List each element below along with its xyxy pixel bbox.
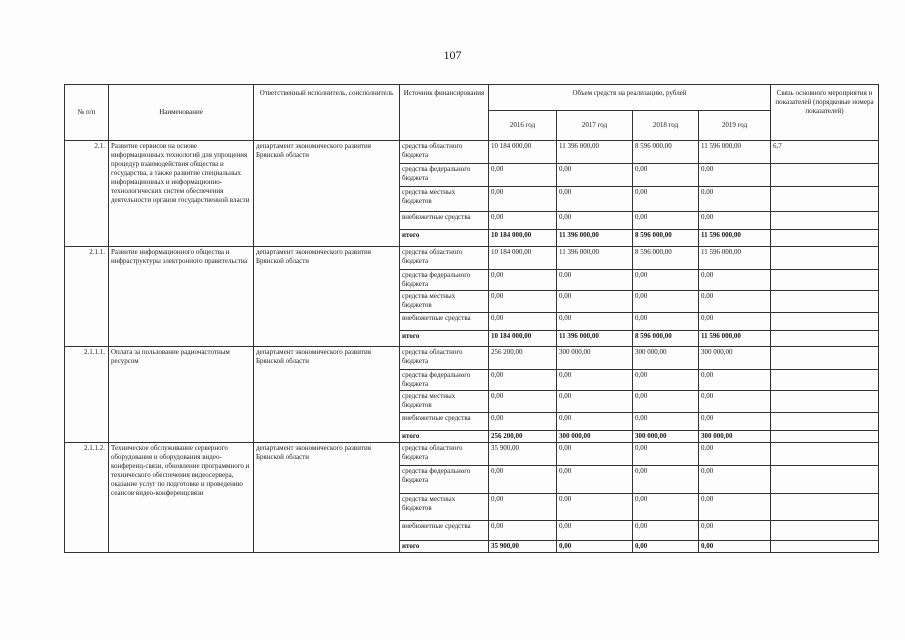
funding-value: 0,00 xyxy=(699,521,771,541)
funding-value: 0,00 xyxy=(633,521,699,541)
source-label: внебюжетные средства xyxy=(400,212,489,230)
header-year: 2019 год xyxy=(699,111,771,141)
funding-value: 0,00 xyxy=(633,370,699,391)
funding-value: 11 596 000,00 xyxy=(699,141,771,164)
funding-value: 0,00 xyxy=(699,164,771,187)
row-responsible: департамент экономического развития Брянской области xyxy=(254,247,400,347)
funding-value: 0,00 xyxy=(557,164,633,187)
funding-value: 0,00 xyxy=(489,391,557,413)
funding-value: 0,00 xyxy=(633,291,699,313)
indicator-link xyxy=(771,212,879,230)
funding-value: 10 184 000,00 xyxy=(489,247,557,270)
funding-value: 0,00 xyxy=(633,413,699,431)
indicator-link xyxy=(771,391,879,413)
source-label: средства местных бюджетов xyxy=(400,187,489,212)
row-responsible: департамент экономического развития Брянской области xyxy=(254,347,400,443)
funding-value: 0,00 xyxy=(699,270,771,291)
source-label: средства федерального бюджета xyxy=(400,466,489,494)
funding-value: 0,00 xyxy=(557,391,633,413)
funding-value: 0,00 xyxy=(489,270,557,291)
indicator-link xyxy=(771,331,879,347)
funding-value: 0,00 xyxy=(489,212,557,230)
funding-value: 0,00 xyxy=(557,370,633,391)
source-total-label: итого xyxy=(400,331,489,347)
total-value: 300 000,00 xyxy=(557,431,633,443)
indicator-link xyxy=(771,494,879,521)
funding-value: 0,00 xyxy=(557,443,633,466)
funding-value: 0,00 xyxy=(699,466,771,494)
indicator-link xyxy=(771,187,879,212)
funding-value: 0,00 xyxy=(699,391,771,413)
total-value: 11 396 000,00 xyxy=(557,230,633,247)
total-value: 35 900,00 xyxy=(489,541,557,553)
row-name: Оплата за пользование радиочастотным ресурсом xyxy=(109,347,254,443)
total-value: 11 596 000,00 xyxy=(699,230,771,247)
funding-value: 0,00 xyxy=(699,370,771,391)
total-value: 8 596 000,00 xyxy=(633,230,699,247)
total-value: 300 000,00 xyxy=(633,431,699,443)
funding-value: 300 000,00 xyxy=(699,347,771,370)
funding-value: 300 000,00 xyxy=(557,347,633,370)
source-label: средства областного бюджета xyxy=(400,247,489,270)
total-value: 0,00 xyxy=(557,541,633,553)
funding-value: 0,00 xyxy=(557,212,633,230)
total-value: 8 596 000,00 xyxy=(633,331,699,347)
funding-value: 0,00 xyxy=(557,494,633,521)
funding-value: 0,00 xyxy=(699,313,771,331)
funding-value: 0,00 xyxy=(699,443,771,466)
total-value: 0,00 xyxy=(633,541,699,553)
row-number: 2.1. xyxy=(65,141,109,247)
funding-value: 0,00 xyxy=(489,291,557,313)
funding-value: 0,00 xyxy=(633,212,699,230)
funding-value: 0,00 xyxy=(557,466,633,494)
indicator-link: 6,7 xyxy=(771,141,879,164)
funding-value: 0,00 xyxy=(557,291,633,313)
funding-value: 256 200,00 xyxy=(489,347,557,370)
source-label: средства местных бюджетов xyxy=(400,291,489,313)
indicator-link xyxy=(771,541,879,553)
row-name: Развитие информационного общества и инфраструктуры электронного правительства xyxy=(109,247,254,347)
funding-value: 0,00 xyxy=(489,187,557,212)
indicator-link xyxy=(771,291,879,313)
table-row xyxy=(65,141,879,164)
source-label: внебюжетные средства xyxy=(400,413,489,431)
header-year: 2017 год xyxy=(557,111,633,141)
table-body xyxy=(65,141,879,553)
funding-value: 300 000,00 xyxy=(633,347,699,370)
funding-value: 0,00 xyxy=(489,494,557,521)
funding-value: 0,00 xyxy=(699,187,771,212)
header-funds: Объем средств на реализацию, рублей xyxy=(489,85,771,111)
source-label: средства областного бюджета xyxy=(400,347,489,370)
source-label: средства областного бюджета xyxy=(400,443,489,466)
row-number: 2.1.1.2. xyxy=(65,443,109,553)
funding-value: 0,00 xyxy=(633,270,699,291)
table-row xyxy=(65,443,879,466)
source-total-label: итого xyxy=(400,431,489,443)
funding-value: 0,00 xyxy=(699,413,771,431)
funding-value: 0,00 xyxy=(489,313,557,331)
funding-value: 0,00 xyxy=(633,494,699,521)
row-number: 2.1.1. xyxy=(65,247,109,347)
total-value: 256 200,00 xyxy=(489,431,557,443)
funding-value: 11 396 000,00 xyxy=(557,141,633,164)
indicator-link xyxy=(771,413,879,431)
page-number: 107 xyxy=(443,48,462,62)
funding-value: 0,00 xyxy=(633,443,699,466)
total-value: 11 396 000,00 xyxy=(557,331,633,347)
funding-value: 0,00 xyxy=(489,521,557,541)
source-total-label: итого xyxy=(400,230,489,247)
total-value: 0,00 xyxy=(699,541,771,553)
source-label: средства федерального бюджета xyxy=(400,270,489,291)
funding-value: 0,00 xyxy=(489,164,557,187)
indicator-link xyxy=(771,370,879,391)
total-value: 11 596 000,00 xyxy=(699,331,771,347)
source-label: средства местных бюджетов xyxy=(400,391,489,413)
funding-value: 0,00 xyxy=(699,291,771,313)
total-value: 10 184 000,00 xyxy=(489,230,557,247)
funding-value: 8 596 000,00 xyxy=(633,247,699,270)
total-value: 300 000,00 xyxy=(699,431,771,443)
header-num: № п/п xyxy=(65,85,109,141)
indicator-link xyxy=(771,431,879,443)
header-link: Связь основного мероприятия и показателей (порядковые номера показателей) xyxy=(771,85,879,141)
indicator-link xyxy=(771,443,879,466)
total-value: 10 184 000,00 xyxy=(489,331,557,347)
indicator-link xyxy=(771,466,879,494)
source-label: средства федерального бюджета xyxy=(400,370,489,391)
source-label: средства местных бюджетов xyxy=(400,494,489,521)
header-year: 2018 год xyxy=(633,111,699,141)
funding-value: 35 900,00 xyxy=(489,443,557,466)
funding-value: 0,00 xyxy=(699,212,771,230)
funding-value: 0,00 xyxy=(633,313,699,331)
funding-value: 0,00 xyxy=(557,413,633,431)
funding-value: 0,00 xyxy=(489,413,557,431)
row-name: Техническое обслуживание серверного оборудования и оборудования видео-конференц-связи, обновление программного и технического обеспечения видеосервера, оказание услуг по подготовке и проведению сеансов видео-конференцсвязи xyxy=(109,443,254,553)
header-year: 2016 год xyxy=(489,111,557,141)
row-number: 2.1.1.1. xyxy=(65,347,109,443)
funding-value: 8 596 000,00 xyxy=(633,141,699,164)
funding-value: 0,00 xyxy=(557,313,633,331)
funding-value: 11 596 000,00 xyxy=(699,247,771,270)
funding-value: 0,00 xyxy=(557,521,633,541)
source-label: средства областного бюджета xyxy=(400,141,489,164)
row-responsible: департамент экономического развития Брянской области xyxy=(254,141,400,247)
funding-value: 10 184 000,00 xyxy=(489,141,557,164)
indicator-link xyxy=(771,347,879,370)
funding-value: 0,00 xyxy=(633,391,699,413)
funding-value: 0,00 xyxy=(699,494,771,521)
indicator-link xyxy=(771,230,879,247)
funding-value: 0,00 xyxy=(489,466,557,494)
indicator-link xyxy=(771,164,879,187)
header-responsible: Ответственный исполнитель, соисполнитель xyxy=(254,85,400,141)
source-label: средства федерального бюджета xyxy=(400,164,489,187)
funding-value: 0,00 xyxy=(557,187,633,212)
funding-value: 0,00 xyxy=(489,370,557,391)
table-row xyxy=(65,247,879,270)
indicator-link xyxy=(771,270,879,291)
funding-value: 0,00 xyxy=(557,270,633,291)
funding-value: 0,00 xyxy=(633,466,699,494)
row-name: Развитие сервисов на основе информационных технологий для упрощения процедур взаимодействия общества и государства, а также развитие специальных информационных и информационно-технологических систем обеспечения деятельности органов государственной власти xyxy=(109,141,254,247)
source-label: внебюжетные средства xyxy=(400,313,489,331)
indicator-link xyxy=(771,247,879,270)
row-responsible: департамент экономического развития Брянской области xyxy=(254,443,400,553)
source-label: внебюжетные средства xyxy=(400,521,489,541)
header-name: Наименование xyxy=(109,85,254,141)
header-source: Источник финансирования xyxy=(400,85,489,141)
indicator-link xyxy=(771,521,879,541)
funding-value: 0,00 xyxy=(633,187,699,212)
funding-value: 11 396 000,00 xyxy=(557,247,633,270)
budget-table xyxy=(64,84,879,553)
table-row xyxy=(65,347,879,370)
funding-value: 0,00 xyxy=(633,164,699,187)
indicator-link xyxy=(771,313,879,331)
source-total-label: итого xyxy=(400,541,489,553)
